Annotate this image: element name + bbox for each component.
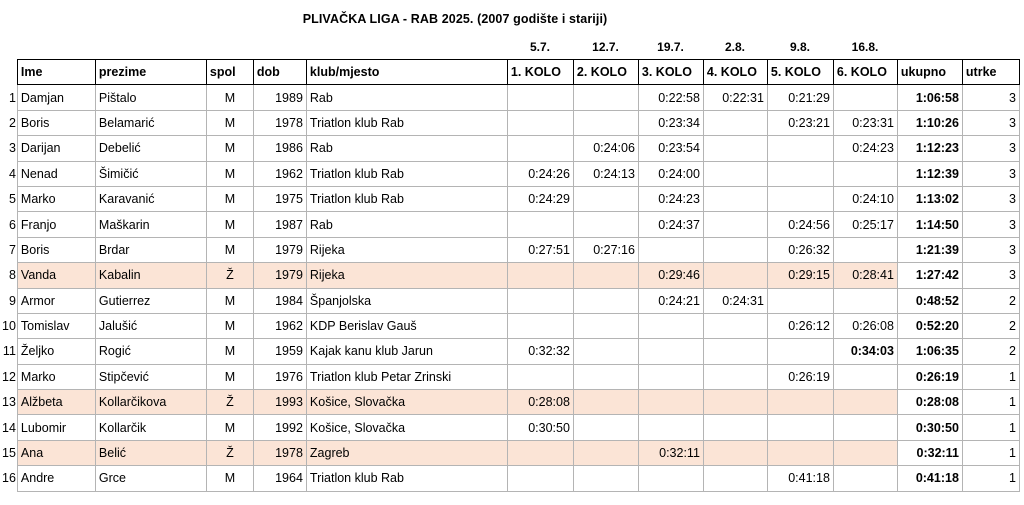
time-round-5-cell <box>767 390 833 415</box>
time-round-6-cell <box>833 466 897 491</box>
table-row <box>2 212 1019 237</box>
total-time-cell: 0:32:11 <box>897 440 962 465</box>
race-count-cell: 3 <box>962 263 1019 288</box>
gender-cell: Ž <box>206 440 253 465</box>
birth-year-cell: 1989 <box>253 85 306 110</box>
first-name-cell: Damjan <box>17 85 95 110</box>
table-row <box>2 237 1019 262</box>
time-round-3-cell: 0:29:46 <box>638 263 703 288</box>
club-cell: Rab <box>306 85 507 110</box>
birth-year-cell: 1993 <box>253 390 306 415</box>
time-round-3-cell: 0:24:37 <box>638 212 703 237</box>
birth-year-cell: 1962 <box>253 161 306 186</box>
gender-cell: Ž <box>206 390 253 415</box>
time-round-5-cell: 0:23:21 <box>767 110 833 135</box>
header-kolo-4: 4. KOLO <box>703 60 767 85</box>
race-count-cell: 1 <box>962 466 1019 491</box>
total-time-cell: 1:06:58 <box>897 85 962 110</box>
time-round-5-cell <box>767 161 833 186</box>
total-time-cell: 1:10:26 <box>897 110 962 135</box>
club-cell: Triatlon klub Petar Zrinski <box>306 364 507 389</box>
last-name-cell: Kollarčikova <box>95 390 206 415</box>
birth-year-cell: 1986 <box>253 136 306 161</box>
race-count-cell: 2 <box>962 288 1019 313</box>
time-round-3-cell <box>638 466 703 491</box>
last-name-cell: Grce <box>95 466 206 491</box>
time-round-2-cell <box>573 288 638 313</box>
time-round-5-cell: 0:29:15 <box>767 263 833 288</box>
table-row <box>2 364 1019 389</box>
race-count-cell: 1 <box>962 440 1019 465</box>
rank-cell: 11 <box>2 344 16 359</box>
race-count-cell: 3 <box>962 110 1019 135</box>
birth-year-cell: 1978 <box>253 440 306 465</box>
time-round-3-cell <box>638 237 703 262</box>
race-count-cell: 1 <box>962 390 1019 415</box>
first-name-cell: Alžbeta <box>17 390 95 415</box>
time-round-5-cell <box>767 186 833 211</box>
table-row <box>2 136 1019 161</box>
time-round-2-cell <box>573 85 638 110</box>
time-round-4-cell <box>703 161 767 186</box>
time-round-2-cell <box>573 415 638 440</box>
first-name-cell: Ana <box>17 440 95 465</box>
time-round-4-cell <box>703 339 767 364</box>
race-count-cell: 3 <box>962 186 1019 211</box>
rank-cell: 10 <box>2 319 16 334</box>
time-round-1-cell: 0:28:08 <box>507 390 573 415</box>
race-count-cell: 2 <box>962 339 1019 364</box>
time-round-4-cell <box>703 110 767 135</box>
time-round-5-cell <box>767 440 833 465</box>
header-ime: Ime <box>17 60 95 85</box>
race-count-cell: 3 <box>962 237 1019 262</box>
header-prezime: prezime <box>95 60 206 85</box>
last-name-cell: Debelić <box>95 136 206 161</box>
time-round-5-cell: 0:41:18 <box>767 466 833 491</box>
total-time-cell: 1:21:39 <box>897 237 962 262</box>
table-row <box>2 440 1019 465</box>
birth-year-cell: 1975 <box>253 186 306 211</box>
last-name-cell: Rogić <box>95 339 206 364</box>
header-dob: dob <box>253 60 306 85</box>
club-cell: Triatlon klub Rab <box>306 161 507 186</box>
time-round-2-cell <box>573 186 638 211</box>
birth-year-cell: 1978 <box>253 110 306 135</box>
club-cell: Košice, Slovačka <box>306 390 507 415</box>
last-name-cell: Jalušić <box>95 313 206 338</box>
header-kolo-5: 5. KOLO <box>767 60 833 85</box>
time-round-1-cell: 0:24:29 <box>507 186 573 211</box>
rank-cell: 16 <box>2 471 16 486</box>
header-rank <box>2 60 17 85</box>
time-round-1-cell: 0:27:51 <box>507 237 573 262</box>
time-round-4-cell <box>703 415 767 440</box>
time-round-1-cell <box>507 288 573 313</box>
time-round-2-cell <box>573 390 638 415</box>
first-name-cell: Nenad <box>17 161 95 186</box>
rank-cell: 2 <box>8 115 16 130</box>
time-round-5-cell <box>767 288 833 313</box>
time-round-5-cell <box>767 136 833 161</box>
club-cell: Kajak kanu klub Jarun <box>306 339 507 364</box>
time-round-5-cell <box>767 339 833 364</box>
time-round-6-cell: 0:23:31 <box>833 110 897 135</box>
time-round-6-cell <box>833 390 897 415</box>
last-name-cell: Pištalo <box>95 85 206 110</box>
date-round-3: 19.7. <box>657 40 684 54</box>
time-round-4-cell <box>703 237 767 262</box>
gender-cell: M <box>206 186 253 211</box>
time-round-4-cell <box>703 313 767 338</box>
time-round-4-cell <box>703 186 767 211</box>
date-round-4: 2.8. <box>724 40 745 54</box>
time-round-5-cell: 0:26:32 <box>767 237 833 262</box>
table-row <box>2 339 1019 364</box>
time-round-5-cell: 0:24:56 <box>767 212 833 237</box>
header-ukupno: ukupno <box>897 60 962 85</box>
time-round-5-cell: 0:26:12 <box>767 313 833 338</box>
club-cell: Zagreb <box>306 440 507 465</box>
time-round-3-cell: 0:24:21 <box>638 288 703 313</box>
header-row <box>2 60 1019 85</box>
rank-cell: 7 <box>8 242 16 257</box>
time-round-6-cell <box>833 364 897 389</box>
club-cell: KDP Berislav Gauš <box>306 313 507 338</box>
time-round-1-cell <box>507 85 573 110</box>
header-utrke: utrke <box>962 60 1019 85</box>
last-name-cell: Stipčević <box>95 364 206 389</box>
gender-cell: Ž <box>206 263 253 288</box>
header-klub: klub/mjesto <box>306 60 507 85</box>
rank-cell: 1 <box>8 90 16 105</box>
time-round-1-cell: 0:32:32 <box>507 339 573 364</box>
first-name-cell: Armor <box>17 288 95 313</box>
total-time-cell: 0:41:18 <box>897 466 962 491</box>
time-round-3-cell: 0:22:58 <box>638 85 703 110</box>
time-round-1-cell <box>507 466 573 491</box>
rank-cell: 8 <box>8 268 16 283</box>
first-name-cell: Andre <box>17 466 95 491</box>
date-round-2: 12.7. <box>592 40 619 54</box>
first-name-cell: Željko <box>17 339 95 364</box>
time-round-1-cell: 0:24:26 <box>507 161 573 186</box>
table-row <box>2 85 1019 110</box>
rank-cell: 14 <box>2 420 16 435</box>
time-round-2-cell <box>573 313 638 338</box>
time-round-6-cell: 0:24:23 <box>833 136 897 161</box>
last-name-cell: Kabalin <box>95 263 206 288</box>
time-round-1-cell <box>507 136 573 161</box>
race-count-cell: 1 <box>962 364 1019 389</box>
club-cell: Rijeka <box>306 237 507 262</box>
time-round-4-cell <box>703 466 767 491</box>
gender-cell: M <box>206 415 253 440</box>
total-time-cell: 0:52:20 <box>897 313 962 338</box>
time-round-6-cell <box>833 237 897 262</box>
club-cell: Rijeka <box>306 263 507 288</box>
time-round-4-cell <box>703 390 767 415</box>
time-round-6-cell: 0:26:08 <box>833 313 897 338</box>
race-count-cell: 3 <box>962 85 1019 110</box>
time-round-5-cell: 0:21:29 <box>767 85 833 110</box>
gender-cell: M <box>206 212 253 237</box>
time-round-2-cell <box>573 339 638 364</box>
race-count-cell: 3 <box>962 136 1019 161</box>
race-count-cell: 3 <box>962 212 1019 237</box>
total-time-cell: 1:27:42 <box>897 263 962 288</box>
last-name-cell: Belić <box>95 440 206 465</box>
rank-cell: 3 <box>8 141 16 156</box>
time-round-1-cell <box>507 263 573 288</box>
first-name-cell: Franjo <box>17 212 95 237</box>
time-round-2-cell <box>573 212 638 237</box>
total-time-cell: 1:12:39 <box>897 161 962 186</box>
birth-year-cell: 1987 <box>253 212 306 237</box>
table-row <box>2 466 1019 491</box>
table-row <box>2 313 1019 338</box>
first-name-cell: Vanda <box>17 263 95 288</box>
rank-cell: 9 <box>8 293 16 308</box>
time-round-6-cell <box>833 415 897 440</box>
time-round-2-cell <box>573 110 638 135</box>
time-round-6-cell <box>833 161 897 186</box>
last-name-cell: Belamarić <box>95 110 206 135</box>
gender-cell: M <box>206 237 253 262</box>
total-time-cell: 0:28:08 <box>897 390 962 415</box>
time-round-6-cell: 0:24:10 <box>833 186 897 211</box>
first-name-cell: Tomislav <box>17 313 95 338</box>
time-round-6-cell: 0:28:41 <box>833 263 897 288</box>
time-round-1-cell: 0:30:50 <box>507 415 573 440</box>
time-round-3-cell: 0:23:34 <box>638 110 703 135</box>
date-round-6: 16.8. <box>851 40 879 54</box>
birth-year-cell: 1979 <box>253 237 306 262</box>
club-cell: Španjolska <box>306 288 507 313</box>
time-round-6-cell: 0:34:03 <box>833 339 897 364</box>
club-cell: Rab <box>306 212 507 237</box>
club-cell: Triatlon klub Rab <box>306 110 507 135</box>
gender-cell: M <box>206 161 253 186</box>
time-round-4-cell <box>703 364 767 389</box>
header-kolo-2: 2. KOLO <box>573 60 638 85</box>
table-row <box>2 263 1019 288</box>
gender-cell: M <box>206 85 253 110</box>
time-round-3-cell: 0:24:23 <box>638 186 703 211</box>
gender-cell: M <box>206 364 253 389</box>
table-row <box>2 186 1019 211</box>
time-round-1-cell <box>507 212 573 237</box>
club-cell: Triatlon klub Rab <box>306 186 507 211</box>
rank-cell: 6 <box>8 217 16 232</box>
table-row <box>2 415 1019 440</box>
time-round-6-cell <box>833 288 897 313</box>
total-time-cell: 0:48:52 <box>897 288 962 313</box>
date-round-5: 9.8. <box>789 40 810 54</box>
last-name-cell: Kollarčik <box>95 415 206 440</box>
time-round-2-cell <box>573 364 638 389</box>
time-round-3-cell <box>638 313 703 338</box>
time-round-3-cell: 0:23:54 <box>638 136 703 161</box>
gender-cell: M <box>206 110 253 135</box>
header-kolo-6: 6. KOLO <box>833 60 897 85</box>
first-name-cell: Marko <box>17 364 95 389</box>
total-time-cell: 0:30:50 <box>897 415 962 440</box>
birth-year-cell: 1959 <box>253 339 306 364</box>
time-round-6-cell <box>833 440 897 465</box>
table-row <box>2 110 1019 135</box>
total-time-cell: 0:26:19 <box>897 364 962 389</box>
page-title: PLIVAČKA LIGA - RAB 2025. (2007 godište i stariji) <box>302 12 608 26</box>
time-round-2-cell <box>573 440 638 465</box>
time-round-3-cell <box>638 390 703 415</box>
time-round-2-cell <box>573 263 638 288</box>
rank-cell: 4 <box>8 166 16 181</box>
birth-year-cell: 1979 <box>253 263 306 288</box>
time-round-2-cell: 0:24:13 <box>573 161 638 186</box>
time-round-4-cell <box>703 263 767 288</box>
time-round-6-cell: 0:25:17 <box>833 212 897 237</box>
birth-year-cell: 1992 <box>253 415 306 440</box>
table-row <box>2 161 1019 186</box>
time-round-1-cell <box>507 110 573 135</box>
time-round-3-cell: 0:32:11 <box>638 440 703 465</box>
gender-cell: M <box>206 339 253 364</box>
birth-year-cell: 1984 <box>253 288 306 313</box>
rank-cell: 15 <box>2 446 16 461</box>
time-round-3-cell <box>638 339 703 364</box>
time-round-1-cell <box>507 364 573 389</box>
time-round-4-cell <box>703 212 767 237</box>
club-cell: Košice, Slovačka <box>306 415 507 440</box>
time-round-4-cell: 0:24:31 <box>703 288 767 313</box>
time-round-4-cell <box>703 440 767 465</box>
race-count-cell: 3 <box>962 161 1019 186</box>
time-round-5-cell: 0:26:19 <box>767 364 833 389</box>
date-round-1: 5.7. <box>529 40 550 54</box>
time-round-2-cell: 0:24:06 <box>573 136 638 161</box>
time-round-3-cell <box>638 415 703 440</box>
total-time-cell: 1:06:35 <box>897 339 962 364</box>
rank-cell: 5 <box>8 192 16 207</box>
time-round-1-cell <box>507 440 573 465</box>
gender-cell: M <box>206 288 253 313</box>
first-name-cell: Marko <box>17 186 95 211</box>
rank-cell: 13 <box>2 395 16 410</box>
total-time-cell: 1:12:23 <box>897 136 962 161</box>
last-name-cell: Karavanić <box>95 186 206 211</box>
time-round-4-cell <box>703 136 767 161</box>
first-name-cell: Boris <box>17 110 95 135</box>
total-time-cell: 1:14:50 <box>897 212 962 237</box>
table-row <box>2 288 1019 313</box>
round-dates <box>0 40 1024 54</box>
time-round-2-cell: 0:27:16 <box>573 237 638 262</box>
first-name-cell: Lubomir <box>17 415 95 440</box>
gender-cell: M <box>206 466 253 491</box>
club-cell: Triatlon klub Rab <box>306 466 507 491</box>
rank-cell: 12 <box>2 369 16 384</box>
last-name-cell: Šimičić <box>95 161 206 186</box>
last-name-cell: Maškarin <box>95 212 206 237</box>
birth-year-cell: 1964 <box>253 466 306 491</box>
time-round-1-cell <box>507 313 573 338</box>
table-row <box>2 390 1019 415</box>
header-kolo-3: 3. KOLO <box>638 60 703 85</box>
race-count-cell: 1 <box>962 415 1019 440</box>
gender-cell: M <box>206 313 253 338</box>
time-round-6-cell <box>833 85 897 110</box>
club-cell: Rab <box>306 136 507 161</box>
time-round-4-cell: 0:22:31 <box>703 85 767 110</box>
last-name-cell: Brdar <box>95 237 206 262</box>
birth-year-cell: 1976 <box>253 364 306 389</box>
header-spol: spol <box>206 60 253 85</box>
race-count-cell: 2 <box>962 313 1019 338</box>
first-name-cell: Boris <box>17 237 95 262</box>
gender-cell: M <box>206 136 253 161</box>
time-round-3-cell: 0:24:00 <box>638 161 703 186</box>
time-round-3-cell <box>638 364 703 389</box>
results-table <box>2 59 1020 492</box>
time-round-2-cell <box>573 466 638 491</box>
time-round-5-cell <box>767 415 833 440</box>
last-name-cell: Gutierrez <box>95 288 206 313</box>
header-kolo-1: 1. KOLO <box>507 60 573 85</box>
birth-year-cell: 1962 <box>253 313 306 338</box>
first-name-cell: Darijan <box>17 136 95 161</box>
total-time-cell: 1:13:02 <box>897 186 962 211</box>
